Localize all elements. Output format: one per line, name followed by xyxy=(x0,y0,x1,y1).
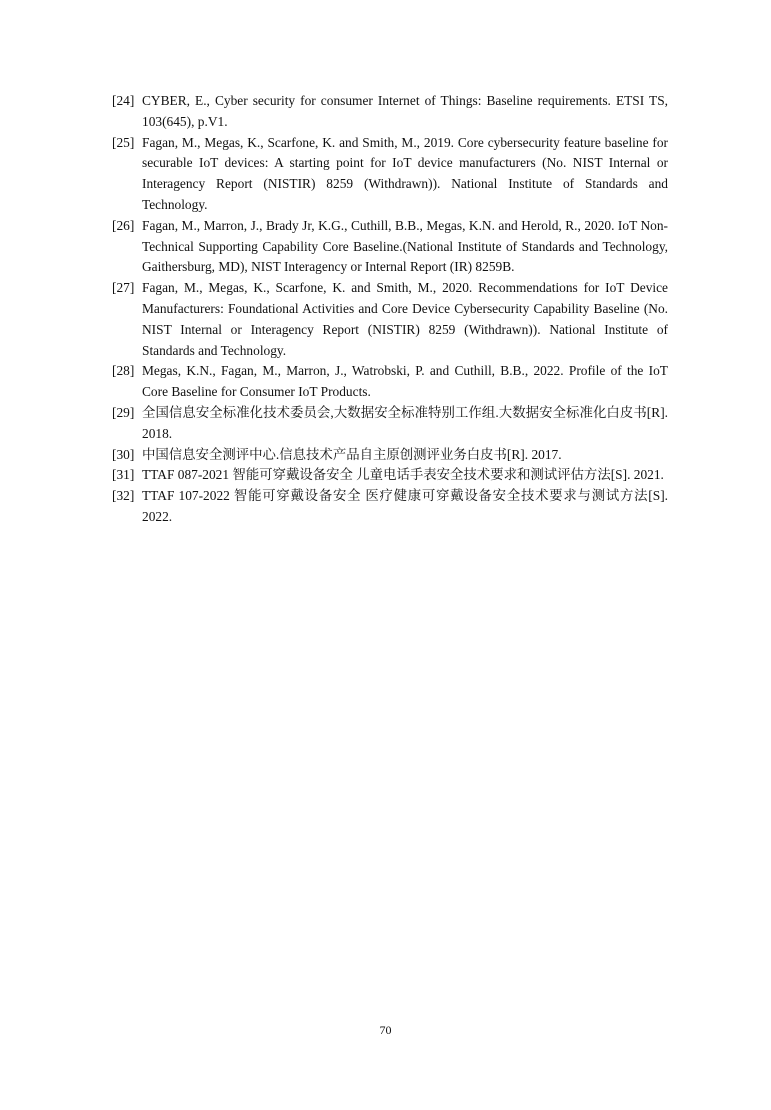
reference-item-28 xyxy=(112,361,668,403)
reference-text: TTAF 107-2022 智能可穿戴设备安全 医疗健康可穿戴设备安全技术要求与测试方法[S]. 2022. xyxy=(142,488,668,524)
reference-number: [32] xyxy=(112,488,135,504)
reference-text: 全国信息安全标准化技术委员会,大数据安全标准特别工作组.大数据安全标准化白皮书[R]. 2018. xyxy=(142,404,668,441)
page-number: 70 xyxy=(379,1023,392,1037)
reference-item-32 xyxy=(112,486,668,528)
reference-text: CYBER, E., Cyber security for consumer Internet of Things: Baseline requirements. ETSI TS, 103(645), p.V1. xyxy=(142,93,668,129)
reference-item-25 xyxy=(112,133,668,216)
reference-text: 中国信息安全测评中心.信息技术产品自主原创测评业务白皮书[R]. 2017. xyxy=(142,446,562,462)
reference-item-24 xyxy=(112,91,668,133)
reference-number: [30] xyxy=(112,446,135,462)
reference-item-29 xyxy=(112,403,668,445)
reference-text: TTAF 087-2021 智能可穿戴设备安全 儿童电话手表安全技术要求和测试评估方法[S]. 2021. xyxy=(142,467,664,483)
reference-number: [26] xyxy=(112,217,135,233)
reference-text: Megas, K.N., Fagan, M., Marron, J., Watrobski, P. and Cuthill, B.B., 2022. Profile of the IoT Core Baseline for Consumer IoT Products. xyxy=(142,363,668,400)
reference-number: [25] xyxy=(112,134,135,150)
reference-item-26 xyxy=(112,216,668,278)
reference-text: Fagan, M., Megas, K., Scarfone, K. and Smith, M., 2020. Recommendations for IoT Device Manufacturers: Foundational Activities and Core Device Cybersecurity Capability Baseline (No. NIST Internal or Interagency Report (NISTIR) 8259 (Withdrawn)). National Institute of Standards and Technology. xyxy=(142,280,668,358)
reference-text: Fagan, M., Marron, J., Brady Jr, K.G., Cuthill, B.B., Megas, K.N. and Herold, R., 2020. IoT Non-Technical Supporting Capability Core Baseline.(National Institute of Standards and Technology, Gaithersburg, MD), NIST Interagency or Internal Report (IR) 8259B. xyxy=(142,217,668,275)
reference-number: [27] xyxy=(112,280,135,296)
reference-item-27 xyxy=(112,278,668,361)
reference-item-30 xyxy=(112,445,668,466)
reference-item-31 xyxy=(112,465,668,486)
reference-text: Fagan, M., Megas, K., Scarfone, K. and Smith, M., 2019. Core cybersecurity feature baseline for securable IoT devices: A starting point for IoT device manufacturers (No. NIST Internal or Interagency Report (NISTIR) 8259 (Withdrawn)). National Institute of Standards and Technology. xyxy=(142,134,668,212)
reference-list xyxy=(112,91,668,528)
reference-number: [24] xyxy=(112,93,135,108)
reference-number: [28] xyxy=(112,363,135,379)
reference-number: [31] xyxy=(112,467,135,483)
reference-number: [29] xyxy=(112,404,135,420)
